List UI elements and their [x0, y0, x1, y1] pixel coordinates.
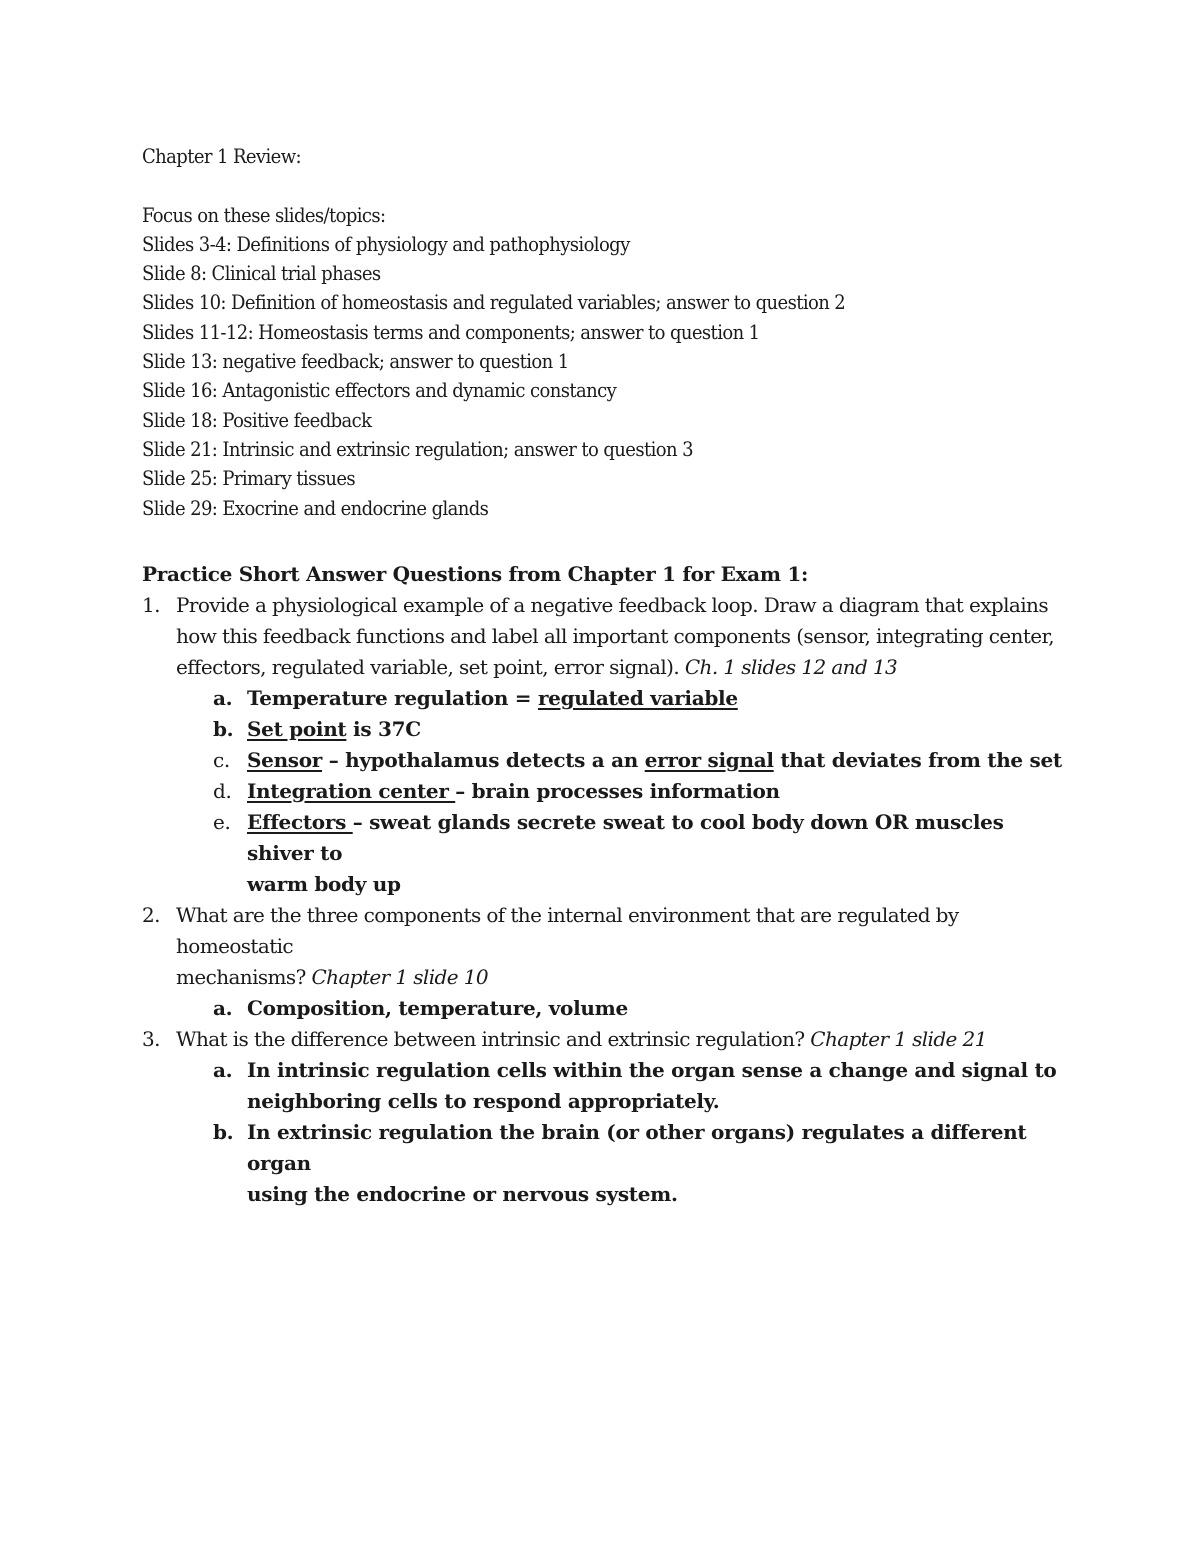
answer-item — [142, 745, 1062, 776]
question-text — [142, 621, 1062, 652]
focus-item: Slide 8: Clinical trial phases — [142, 261, 381, 286]
focus-item: Slide 29: Exocrine and endocrine glands — [142, 495, 489, 520]
focus-intro: Focus on these slides/topics: — [142, 202, 386, 227]
answer-term: Integration center — [247, 778, 456, 803]
answer-letter: a. — [213, 1057, 233, 1082]
question-line: how this feedback functions and label all important components (sensor, integrating center, — [176, 623, 1055, 648]
question-1 — [142, 590, 1062, 900]
answer-text: In intrinsic regulation cells within the organ sense a change and signal to — [247, 1057, 1057, 1082]
focus-item: Slide 21: Intrinsic and extrinsic regulation; answer to question 3 — [142, 436, 693, 461]
answer-text: warm body up — [247, 871, 401, 896]
focus-list — [142, 230, 1062, 523]
answer-letter: a. — [213, 995, 233, 1020]
slide-reference: Chapter 1 slide 21 — [810, 1026, 987, 1051]
question-number: 1. — [142, 592, 160, 617]
question-text — [142, 652, 1062, 683]
answer-text: In extrinsic regulation the brain (or other organs) regulates a different organ — [247, 1119, 1027, 1175]
answer-item-continued — [142, 1179, 1062, 1210]
answer-text: Composition, temperature, volume — [247, 995, 628, 1020]
answer-letter: d. — [213, 778, 232, 803]
answer-letter: b. — [213, 716, 234, 741]
focus-item: Slide 13: negative feedback; answer to question 1 — [142, 349, 569, 374]
focus-item: Slide 18: Positive feedback — [142, 407, 372, 432]
spacer — [142, 171, 1062, 200]
question-2 — [142, 900, 1062, 1024]
answer-item — [142, 993, 1062, 1024]
answer-item — [142, 1117, 1062, 1179]
slide-reference: Ch. 1 slides 12 and 13 — [684, 654, 898, 679]
focus-item: Slides 10: Definition of homeostasis and regulated variables; answer to question 2 — [142, 290, 846, 315]
question-line: What are the three components of the internal environment that are regulated by homeostatic — [176, 902, 959, 958]
slide-reference: Chapter 1 slide 10 — [311, 964, 488, 989]
answer-term: regulated variable — [537, 685, 738, 710]
answer-letter: b. — [213, 1119, 234, 1144]
answer-item — [142, 1055, 1062, 1086]
question-text — [142, 1024, 1062, 1055]
question-text — [142, 962, 1062, 993]
spacer — [142, 523, 1062, 552]
answer-text: using the endocrine or nervous system. — [247, 1181, 678, 1206]
focus-item: Slides 11-12: Homeostasis terms and components; answer to question 1 — [142, 319, 760, 344]
focus-item: Slides 3-4: Definitions of physiology and pathophysiology — [142, 231, 630, 256]
practice-heading: Practice Short Answer Questions from Chapter 1 for Exam 1: — [142, 562, 809, 587]
review-title: Chapter 1 Review: — [142, 144, 301, 168]
answer-letter: e. — [213, 809, 231, 834]
answer-text: that deviates from the set — [773, 747, 1062, 772]
answer-text: neighboring cells to respond appropriately. — [247, 1088, 720, 1113]
answer-text: is 37C — [346, 716, 421, 741]
answer-letter: a. — [213, 685, 233, 710]
answer-text: – sweat glands secrete sweat to cool body down OR muscles shiver to — [247, 809, 1004, 865]
answer-item-continued — [142, 1086, 1062, 1117]
answer-item-continued — [142, 869, 1062, 900]
document-page — [142, 142, 1062, 1210]
answer-text: Temperature regulation = — [247, 685, 538, 710]
question-line: effectors, regulated variable, set point, error signal). — [176, 654, 685, 679]
answer-term: Sensor — [247, 747, 323, 772]
question-3 — [142, 1024, 1062, 1210]
question-text — [142, 590, 1062, 621]
answer-text: – brain processes information — [455, 778, 780, 803]
answer-item — [142, 776, 1062, 807]
answer-text: – hypothalamus detects a an — [322, 747, 645, 772]
question-line: Provide a physiological example of a negative feedback loop. Draw a diagram that explains — [176, 592, 1048, 617]
answer-item — [142, 683, 1062, 714]
answer-item — [142, 807, 1062, 869]
answer-item — [142, 714, 1062, 745]
question-number: 2. — [142, 902, 160, 927]
focus-item: Slide 16: Antagonistic effectors and dynamic constancy — [142, 378, 617, 403]
question-line: mechanisms? — [176, 964, 312, 989]
answer-term: Effectors — [247, 809, 353, 834]
answer-letter: c. — [213, 747, 230, 772]
question-line: What is the difference between intrinsic and extrinsic regulation? — [176, 1026, 811, 1051]
answer-term: error signal — [644, 747, 774, 772]
question-text — [142, 900, 1062, 962]
question-number: 3. — [142, 1026, 160, 1051]
answer-term: Set point — [247, 716, 347, 741]
focus-item: Slide 25: Primary tissues — [142, 466, 355, 491]
